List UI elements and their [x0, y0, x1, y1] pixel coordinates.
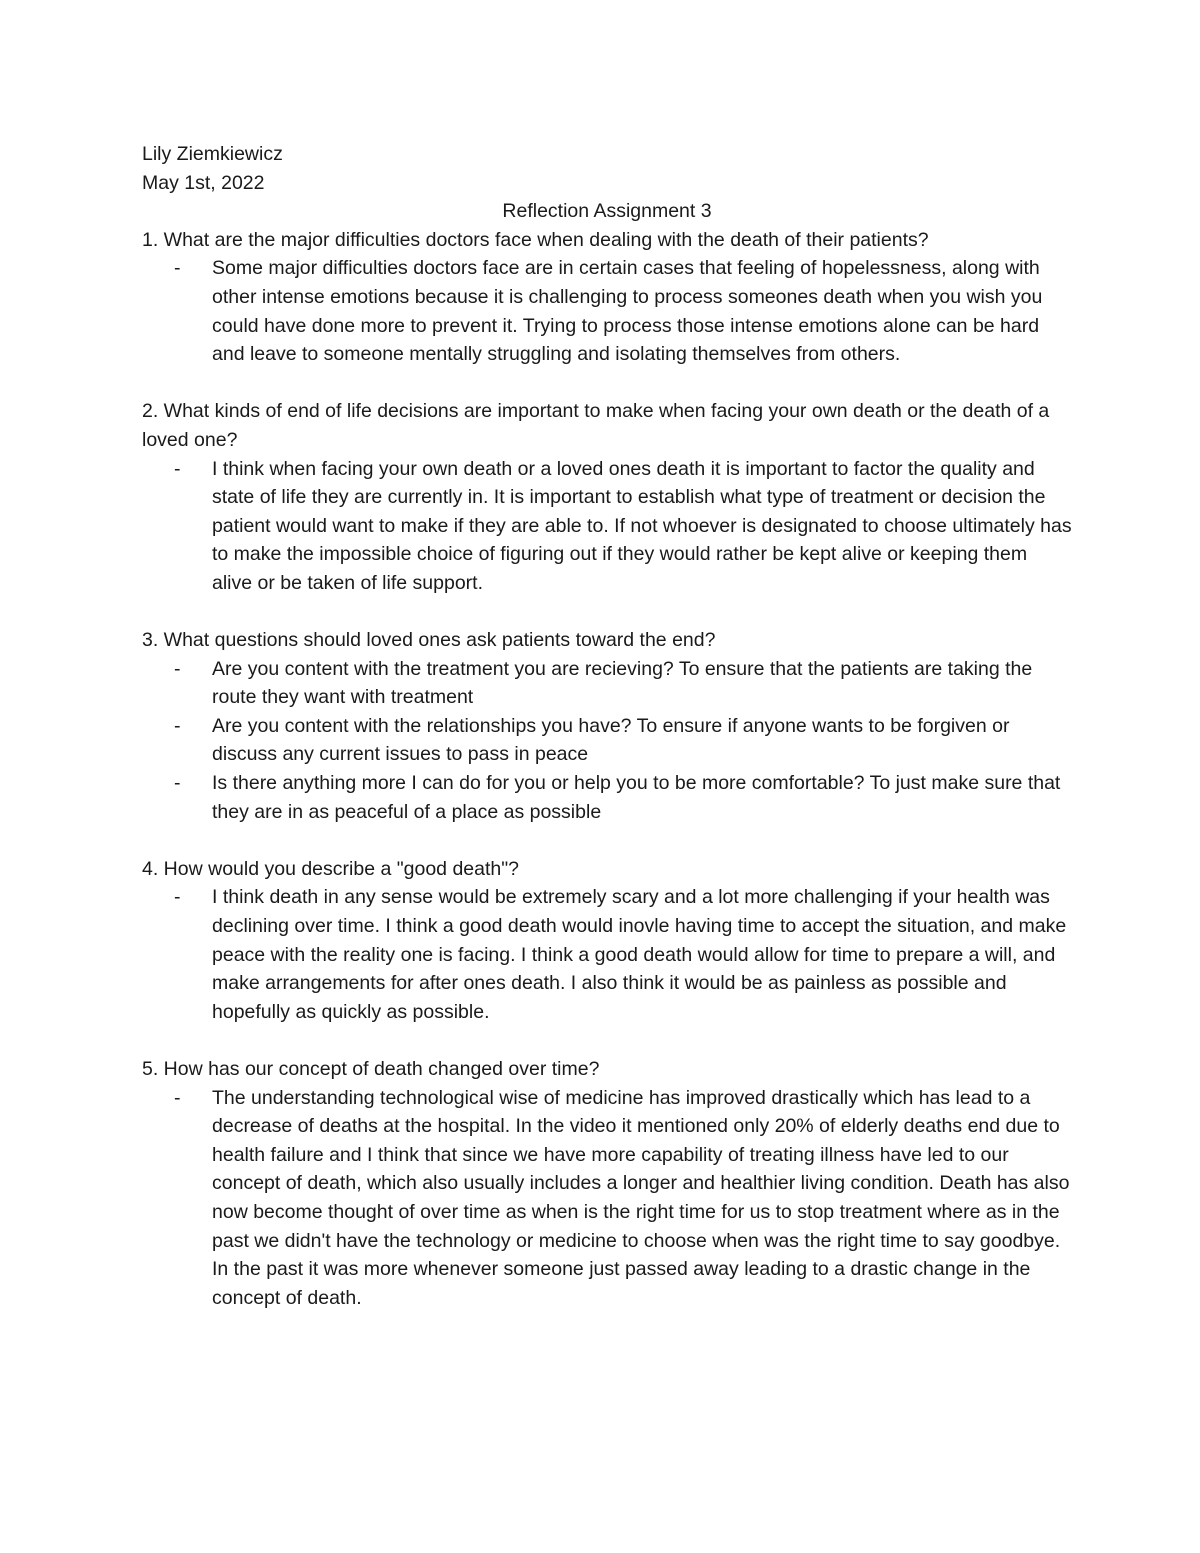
answer-item: [142, 712, 1072, 769]
dash-bullet-icon: -: [174, 257, 181, 280]
answer-list: [142, 655, 1072, 827]
dash-bullet-icon: -: [174, 657, 181, 680]
question-section: [142, 855, 1072, 1027]
question-text: 2. What kinds of end of life decisions are important to make when facing your own death or the death of a loved one?: [142, 400, 1050, 451]
document-body: [142, 140, 1072, 1312]
answer-list: [142, 1084, 1072, 1313]
dash-bullet-icon: -: [174, 457, 181, 480]
question-text: 1. What are the major difficulties doctors face when dealing with the death of their patients?: [142, 228, 929, 251]
question-section: [142, 626, 1072, 826]
answer-text: I think death in any sense would be extremely scary and a lot more challenging if your health was declining over time. I think a good death would inovle having time to accept the situation, and make peace with the reality one is facing. I think a good death would allow for time to prepare a will, and make arrangements for after ones death. I also think it would be as painless as possible and hopefully as quickly as possible.: [212, 886, 1067, 1023]
answer-item: [142, 1084, 1072, 1313]
document-date: May 1st, 2022: [142, 171, 265, 194]
answer-item: [142, 883, 1072, 1026]
answer-text: The understanding technological wise of medicine has improved drastically which has lead to a decrease of deaths at the hospital. In the video it mentioned only 20% of elderly deaths end due to health failure and I think that since we have more capability of treating illness have led to our concept of death, which also usually includes a longer and healthier living condition. Death has also now become thought of over time as when is the right time for us to stop treatment where as in the past we didn't have the technology or medicine to choose when was the right time to say goodbye. In the past it was more whenever someone just passed away leading to a drastic change in the concept of death.: [212, 1086, 1070, 1309]
question-text: 3. What questions should loved ones ask patients toward the end?: [142, 629, 716, 652]
answer-text: Is there anything more I can do for you or help you to be more comfortable? To just make sure that they are in as peaceful of a place as possible: [212, 772, 1061, 823]
answer-item: [142, 769, 1072, 826]
dash-bullet-icon: -: [174, 1086, 181, 1109]
question-section: [142, 226, 1072, 369]
section-spacer: [142, 826, 1072, 855]
answer-list: [142, 883, 1072, 1026]
dash-bullet-icon: -: [174, 886, 181, 909]
section-spacer: [142, 598, 1072, 627]
section-spacer: [142, 369, 1072, 398]
question-section: [142, 1055, 1072, 1312]
answer-item: [142, 455, 1072, 598]
answer-list: [142, 254, 1072, 368]
answer-text: Are you content with the relationships you have? To ensure if anyone wants to be forgiven or discuss any current issues to pass in peace: [212, 714, 1010, 766]
answer-text: Some major difficulties doctors face are in certain cases that feeling of hopelessness, along with other intense emotions because it is challenging to process someones death when you wish you could have done more to prevent it. Trying to process those intense emotions alone can be hard and leave to someone mentally struggling and isolating themselves from others.: [212, 257, 1043, 366]
answer-text: I think when facing your own death or a loved ones death it is important to factor the quality and state of life they are currently in. It is important to establish what type of treatment or decision the patient would want to make if they are able to. If not whoever is designated to choose ultimately has to make the impossible choice of figuring out if they would rather be kept alive or keeping them alive or be taken of life support.: [212, 457, 1072, 594]
answer-list: [142, 455, 1072, 598]
dash-bullet-icon: -: [174, 772, 181, 795]
question-section: [142, 397, 1072, 597]
author-name: Lily Ziemkiewicz: [142, 143, 283, 165]
answer-item: [142, 254, 1072, 368]
answer-item: [142, 655, 1072, 712]
answer-text: Are you content with the treatment you are recieving? To ensure that the patients are taking the route they want with treatment: [212, 657, 1033, 709]
document-title: Reflection Assignment 3: [502, 200, 712, 223]
sections-container: [142, 226, 1072, 1313]
dash-bullet-icon: -: [174, 714, 181, 737]
section-spacer: [142, 1026, 1072, 1055]
question-text: 5. How has our concept of death changed over time?: [142, 1058, 600, 1080]
question-text: 4. How would you describe a "good death"?: [142, 857, 520, 880]
